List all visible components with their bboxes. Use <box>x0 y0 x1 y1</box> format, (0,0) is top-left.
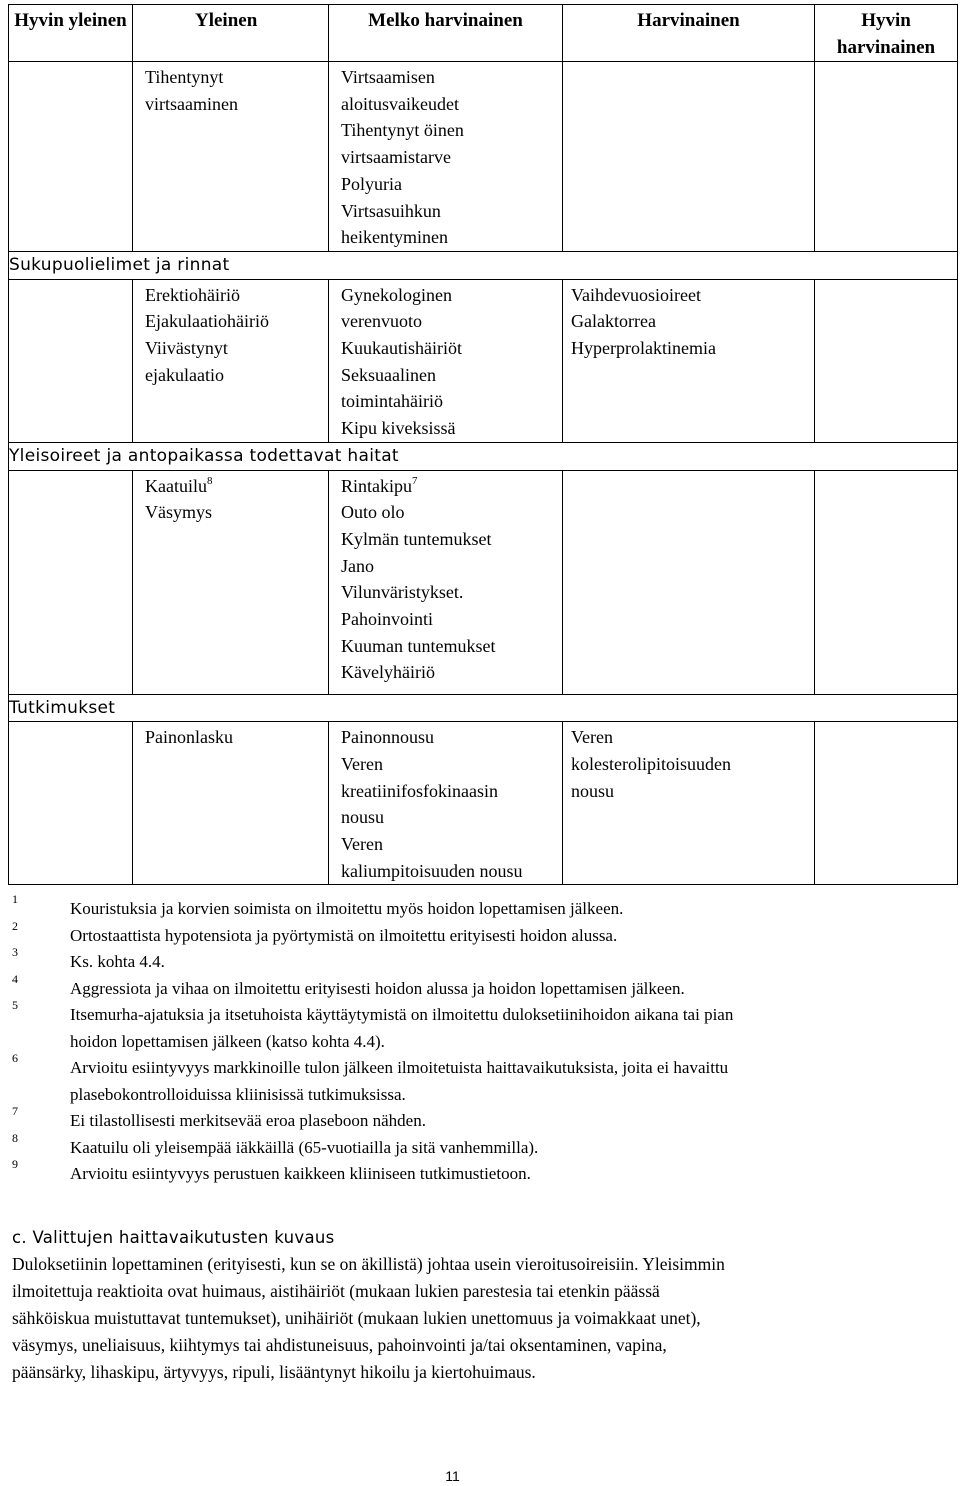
table-row <box>9 62 958 252</box>
adverse-reactions-table <box>8 4 958 885</box>
footnote-text: Itsemurha-ajatuksia ja itsetuhoista käyttäytymistä on ilmoitettu duloksetiinihoidon aikana tai pian <box>70 1005 734 1024</box>
cell-line: ejakulaatio <box>145 364 224 385</box>
cell-line: Väsymys <box>145 502 212 523</box>
paragraph-line: väsymys, uneliaisuus, kiihtymys tai ahdistuneisuus, pahoinvointi ja/tai oksentaminen, vapina, <box>12 1335 667 1355</box>
footnote-text: Ei tilastollisesti merkitsevää eroa plaseboon nähden. <box>70 1111 426 1130</box>
cell-line: Gynekologinen <box>341 284 452 305</box>
section-c <box>12 1224 942 1386</box>
cell-line: kaliumpitoisuuden nousu <box>341 860 523 881</box>
footnote-ref: 8 <box>206 474 213 487</box>
footnote-7 <box>8 1104 928 1135</box>
footnote-1 <box>8 892 928 923</box>
table-header-row <box>9 5 958 62</box>
cell-line: Kävelyhäiriö <box>341 662 435 683</box>
cell-line: Tihentynyt öinen <box>341 120 464 141</box>
header-rare: Harvinainen <box>563 5 815 62</box>
cell-text: Rintakipu <box>341 475 412 496</box>
footnote-number: 5 <box>12 998 18 1012</box>
cell-line: Outo olo <box>341 502 405 523</box>
cell-line: virtsaamistarve <box>341 147 451 168</box>
cell-line: Viivästynyt <box>145 338 228 359</box>
section-row <box>9 694 958 722</box>
header-very-rare: Hyvin harvinainen <box>815 5 958 62</box>
cell-line: virtsaaminen <box>145 93 238 114</box>
footnote-number: 2 <box>12 918 18 933</box>
table-row <box>9 470 958 694</box>
cell-line: aloitusvaikeudet <box>341 93 459 114</box>
cell-line: Vilunväristykset. <box>341 582 464 603</box>
cell-line: Painonnousu <box>341 727 435 748</box>
cell-line: Kipu kiveksissä <box>341 418 456 439</box>
section-heading: Yleisoireet ja antopaikassa todettavat haitat <box>9 442 958 470</box>
table-row <box>9 279 958 442</box>
section-heading: Tutkimukset <box>9 694 958 722</box>
footnote-text: Kouristuksia ja korvien soimista on ilmoitettu myös hoidon lopettamisen jälkeen. <box>70 899 624 918</box>
header-very-common: Hyvin yleinen <box>9 5 133 62</box>
cell-line: Kuuman tuntemukset <box>341 635 496 656</box>
cell-line: heikentyminen <box>341 227 448 248</box>
footnote-4 <box>8 971 928 1003</box>
cell-line: nousu <box>341 807 385 828</box>
footnote-number: 4 <box>12 971 18 986</box>
cell-line: Vaihdevuosioireet <box>571 284 701 305</box>
footnote-number: 8 <box>12 1130 18 1145</box>
cell-line: Painonlasku <box>145 727 233 748</box>
cell-line <box>145 473 328 500</box>
header-uncommon: Melko harvinainen <box>329 5 563 62</box>
footnote-text: Arvioitu esiintyvyys perustuen kaikkeen kliiniseen tutkimustietoon. <box>70 1164 531 1183</box>
cell-line: Virtsasuihkun <box>341 200 441 221</box>
section-row <box>9 251 958 279</box>
footnote-2 <box>8 918 928 950</box>
cell-line: Veren <box>341 834 383 855</box>
cell-line: kolesterolipitoisuuden <box>571 753 731 774</box>
header-common: Yleinen <box>133 5 329 62</box>
cell-line: Hyperprolaktinemia <box>571 338 716 359</box>
table-row <box>9 722 958 885</box>
paragraph-line: Duloksetiinin lopettaminen (erityisesti, kun se on äkillistä) johtaa usein vieroitusoireisiin. Yleisimmin <box>12 1254 725 1274</box>
footnote-text: Ortostaattista hypotensiota ja pyörtymistä on ilmoitettu erityisesti hoidon alussa. <box>70 925 618 945</box>
cell-line: Pahoinvointi <box>341 609 434 630</box>
section-heading: c. Valittujen haittavaikutusten kuvaus <box>12 1228 335 1247</box>
paragraph-line: sähköiskua muistuttavat tuntemukset), unihäiriöt (mukaan lukien unettomuus ja voimakkaat unet), <box>12 1308 701 1328</box>
footnote-8 <box>8 1130 928 1162</box>
footnote-6 <box>8 1051 928 1108</box>
footnote-text: plasebokontrolloiduissa kliinisissä tutkimuksissa. <box>70 1084 406 1104</box>
cell-line: Veren <box>341 753 383 774</box>
footnote-text: Aggressiota ja vihaa on ilmoitettu erityisesti hoidon alussa ja hoidon lopettamisen jälkeen. <box>70 978 685 998</box>
cell-line: Jano <box>341 555 374 576</box>
footnote-number: 3 <box>12 945 18 959</box>
cell-line <box>341 473 562 500</box>
footnote-number: 9 <box>12 1157 18 1171</box>
cell-line: Galaktorrea <box>571 311 656 332</box>
footnote-9 <box>8 1157 928 1188</box>
footnote-number: 7 <box>12 1104 18 1118</box>
footnote-text: Ks. kohta 4.4. <box>70 952 165 971</box>
cell-line: Tihentynyt <box>145 67 224 87</box>
footnote-text: hoidon lopettamisen jälkeen (katso kohta 4.4). <box>70 1031 385 1051</box>
footnote-number: 1 <box>12 892 18 906</box>
cell-line: Polyuria <box>341 173 402 194</box>
cell-line: Veren <box>571 727 613 748</box>
cell-text: Kaatuilu <box>145 475 207 496</box>
footnote-text: Arvioitu esiintyvyys markkinoille tulon jälkeen ilmoitetuista haittavaikutuksista, joita ei havaittu <box>70 1058 729 1077</box>
cell-line: Virtsaamisen <box>341 67 435 87</box>
footnote-text: Kaatuilu oli yleisempää iäkkäillä (65-vuotiailla ja sitä vanhemmilla). <box>70 1137 539 1157</box>
cell-line: Kuukautishäiriöt <box>341 338 462 359</box>
cell-line: Seksuaalinen <box>341 364 436 385</box>
footnote-ref: 7 <box>412 474 418 487</box>
section-heading: Sukupuolielimet ja rinnat <box>9 251 958 279</box>
footnote-5 <box>8 998 928 1055</box>
footnote-3 <box>8 945 928 976</box>
footnote-number: 6 <box>12 1051 18 1065</box>
page-number: 11 <box>445 1468 460 1484</box>
cell-line: toimintahäiriö <box>341 391 443 412</box>
cell-line: Erektiohäiriö <box>145 284 240 305</box>
paragraph-line: päänsärky, lihaskipu, ärtyvyys, ripuli, lisääntynyt hikoilu ja kiertohuimaus. <box>12 1362 536 1382</box>
cell-line: Ejakulaatiohäiriö <box>145 311 269 332</box>
cell-line: nousu <box>571 780 615 801</box>
cell-line: verenvuoto <box>341 311 422 332</box>
paragraph-line: ilmoitettuja reaktioita ovat huimaus, aistihäiriöt (mukaan lukien parestesia tai etenkin päässä <box>12 1281 660 1301</box>
footnotes <box>8 892 928 1188</box>
section-row <box>9 442 958 470</box>
cell-line: kreatiinifosfokinaasin <box>341 780 498 801</box>
cell-line: Kylmän tuntemukset <box>341 528 492 549</box>
